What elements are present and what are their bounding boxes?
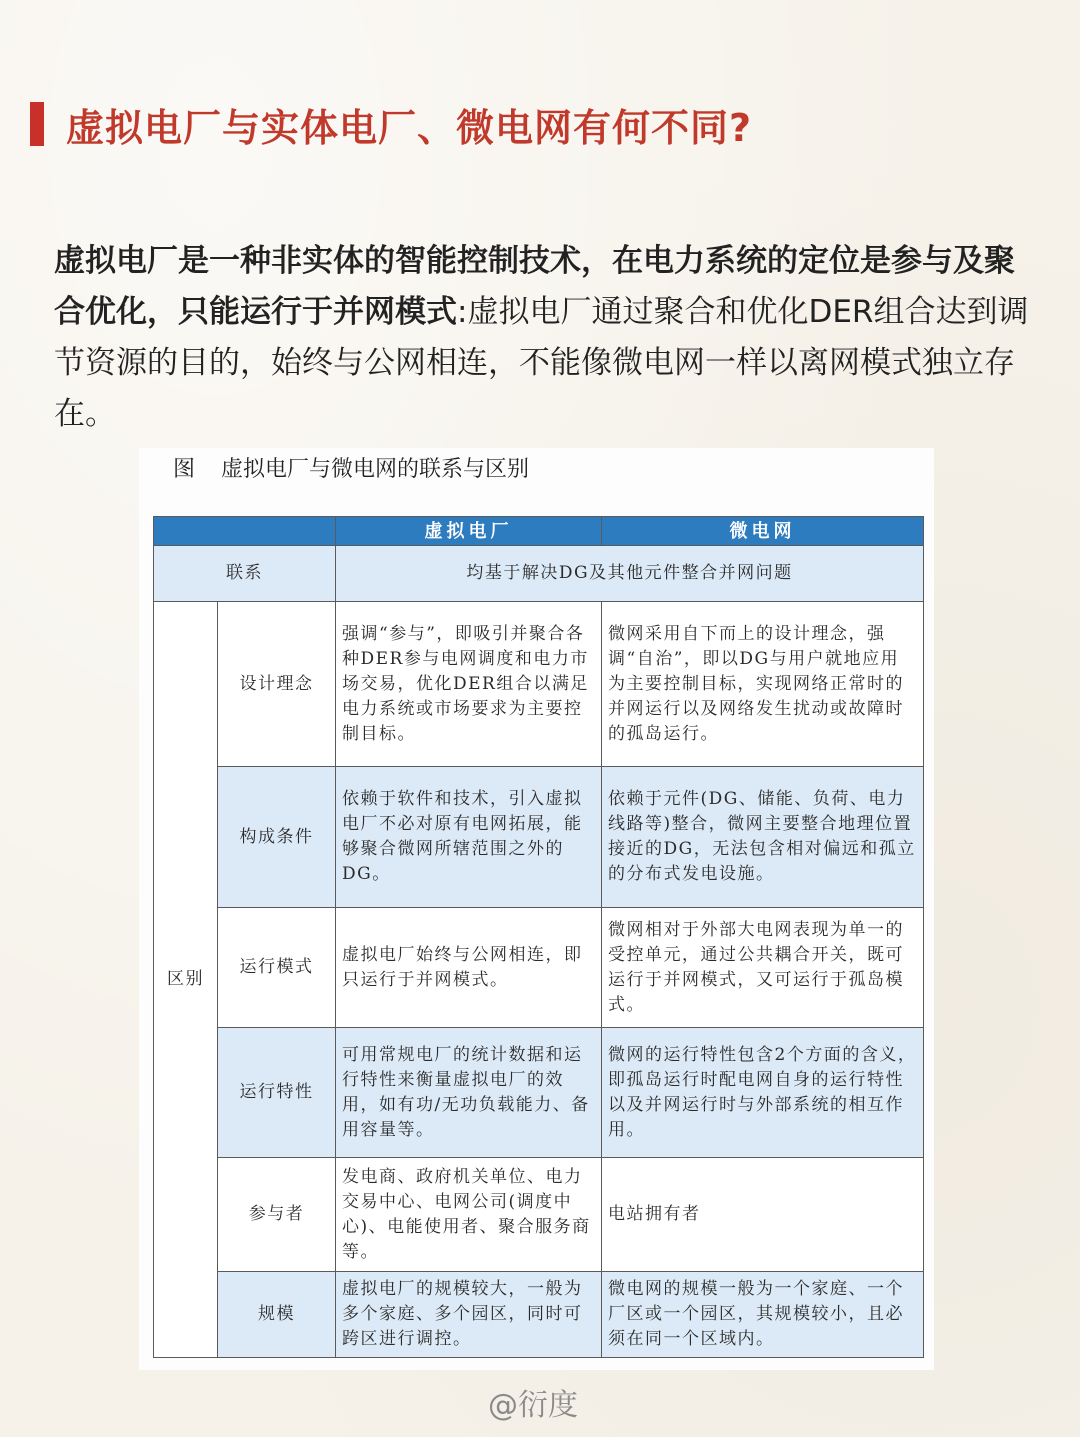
row-label: 规模	[218, 1272, 336, 1358]
link-row	[154, 546, 924, 602]
link-row-label: 联系	[154, 546, 336, 602]
figure-caption	[173, 452, 529, 483]
intro-colon: :	[457, 294, 468, 330]
intro-regular-text: 虚拟电厂通过聚合和优化DER组合达到调节资源的目的，始终与公网相连，不能像微电网一样以离网模式独立存在。	[54, 294, 1029, 432]
header-blank	[154, 517, 336, 546]
row-label: 运行特性	[218, 1028, 336, 1158]
table-row	[154, 1272, 924, 1358]
vpp-cell: 虚拟电厂的规模较大，一般为多个家庭、多个园区，同时可跨区进行调控。	[336, 1272, 602, 1358]
vpp-cell: 依赖于软件和技术，引入虚拟电厂不必对原有电网拓展，能够聚合微网所辖范围之外的DG。	[336, 767, 602, 908]
microgrid-cell: 电站拥有者	[602, 1158, 924, 1272]
comparison-figure	[139, 448, 934, 1370]
header-vpp: 虚拟电厂	[336, 517, 602, 546]
microgrid-cell: 微电网的规模一般为一个家庭、一个厂区或一个园区，其规模较小，且必须在同一个区域内。	[602, 1272, 924, 1358]
table-row	[154, 602, 924, 767]
table-row	[154, 767, 924, 908]
microgrid-cell: 微网相对于外部大电网表现为单一的受控单元，通过公共耦合开关，既可运行于并网模式，又可运行于孤岛模式。	[602, 908, 924, 1028]
link-row-text: 均基于解决DG及其他元件整合并网问题	[336, 546, 924, 602]
intro-paragraph	[54, 236, 1029, 440]
vpp-cell: 发电商、政府机关单位、电力交易中心、电网公司(调度中心)、电能使用者、聚合服务商等。	[336, 1158, 602, 1272]
vpp-cell: 可用常规电厂的统计数据和运行特性来衡量虚拟电厂的效用，如有功/无功负载能力、备用容量等。	[336, 1028, 602, 1158]
microgrid-cell: 微网采用自下而上的设计理念，强调“自治”，即以DG与用户就地应用为主要控制目标，实现网络正常时的并网运行以及网络发生扰动或故障时的孤岛运行。	[602, 602, 924, 767]
heading-title: 虚拟电厂与实体电厂、微电网有何不同?	[66, 105, 753, 150]
section-heading	[30, 96, 752, 152]
figure-title: 虚拟电厂与微电网的联系与区别	[221, 457, 530, 482]
heading-accent-bar	[30, 102, 44, 146]
row-label: 构成条件	[218, 767, 336, 908]
diff-group-label: 区别	[154, 602, 218, 1358]
row-label: 设计理念	[218, 602, 336, 767]
header-microgrid: 微电网	[602, 517, 924, 546]
table-row	[154, 1028, 924, 1158]
table-row	[154, 908, 924, 1028]
comparison-table	[153, 516, 924, 1358]
intro-bold-text: 虚拟电厂是一种非实体的智能控制技术，在电力系统的定位是参与及聚合优化，只能运行于并网模式	[54, 243, 1015, 330]
vpp-cell: 虚拟电厂始终与公网相连，即只运行于并网模式。	[336, 908, 602, 1028]
table-header-row	[154, 517, 924, 546]
vpp-cell: 强调“参与”，即吸引并聚合各种DER参与电网调度和电力市场交易，优化DER组合以满足电力系统或市场要求为主要控制目标。	[336, 602, 602, 767]
watermark: @衍度	[488, 1388, 578, 1423]
table-row	[154, 1158, 924, 1272]
figure-label: 图	[173, 457, 196, 482]
microgrid-cell: 依赖于元件(DG、储能、负荷、电力线路等)整合，微网主要整合地理位置接近的DG，无法包含相对偏远和孤立的分布式发电设施。	[602, 767, 924, 908]
microgrid-cell: 微网的运行特性包含2个方面的含义，即孤岛运行时配电网自身的运行特性以及并网运行时与外部系统的相互作用。	[602, 1028, 924, 1158]
row-label: 参与者	[218, 1158, 336, 1272]
row-label: 运行模式	[218, 908, 336, 1028]
